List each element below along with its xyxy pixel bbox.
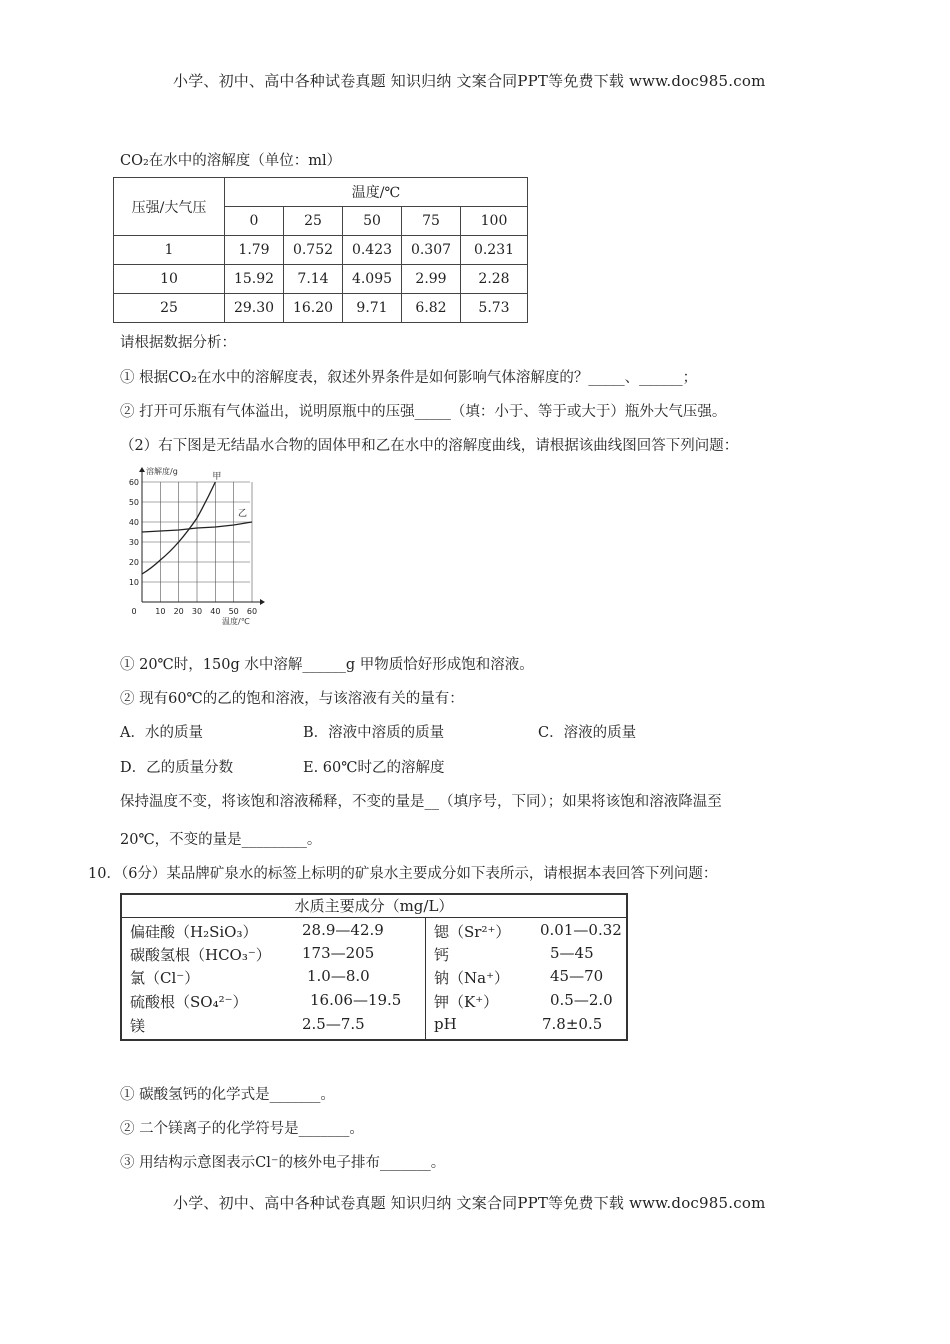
question-1-2: ② 打开可乐瓶有气体溢出，说明原瓶中的压强_____（填：小于、等于或大于）瓶外大气压强。 <box>120 404 727 420</box>
y-tick-label: 30 <box>128 538 139 547</box>
y-tick-label: 50 <box>128 498 139 507</box>
value-cell: 4.095 <box>343 265 402 294</box>
value-cell: 2.28 <box>461 265 528 294</box>
row-header-cell: 压强/大气压 <box>114 178 225 236</box>
x-tick-label: 30 <box>191 607 203 616</box>
page-footer: 小学、初中、高中各种试卷真题 知识归纳 文案合同PPT等免费下载 www.doc985.com <box>173 1194 766 1212</box>
value-cell: 6.82 <box>402 294 461 323</box>
left-item-value: 2.5—7.5 <box>302 1015 365 1033</box>
page-header: 小学、初中、高中各种试卷真题 知识归纳 文案合同PPT等免费下载 www.doc985.com <box>173 72 766 90</box>
right-item-name: 钠（Na⁺） <box>434 969 509 987</box>
value-cell: 2.99 <box>402 265 461 294</box>
question-2-1: ① 20℃时，150g 水中溶解______g 甲物质恰好形成饱和溶液。 <box>120 657 534 673</box>
question-2-2: ② 现有60℃的乙的饱和溶液，与该溶液有关的量有： <box>120 691 464 707</box>
mineral-table-title: 水质主要成分（mg/L） <box>122 895 626 918</box>
solubility-curve-chart <box>122 462 272 632</box>
value-cell: 5.73 <box>461 294 528 323</box>
y-tick-label: 20 <box>128 558 139 567</box>
left-item-name: 镁 <box>130 1017 146 1035</box>
x-tick-label: 0 <box>131 607 137 616</box>
x-tick-label: 60 <box>246 607 258 616</box>
x-axis-arrow <box>260 599 265 605</box>
x-axis-label: 温度/℃ <box>222 617 250 626</box>
right-item-name: 钾（K⁺） <box>434 993 499 1011</box>
value-cell: 0.307 <box>402 236 461 265</box>
right-item-value: 5—45 <box>550 944 594 962</box>
analyze-prompt: 请根据数据分析： <box>120 335 236 351</box>
left-item-name: 偏硅酸（H₂SiO₃） <box>130 923 258 941</box>
right-item-name: pH <box>434 1015 457 1033</box>
left-item-value: 16.06—19.5 <box>310 991 402 1009</box>
y-axis-arrow <box>139 467 145 472</box>
y-tick-label: 40 <box>128 518 139 527</box>
value-cell: 1.79 <box>225 236 284 265</box>
left-item-name: 碳酸氢根（HCO₃⁻） <box>130 946 271 964</box>
question-1-1: ① 根据CO₂在水中的溶解度表，叙述外界条件是如何影响气体溶解度的？_____、______； <box>120 370 698 386</box>
temp-header: 0 <box>225 207 284 236</box>
x-tick-label: 10 <box>155 607 166 616</box>
y-tick-label: 10 <box>128 578 139 587</box>
right-item-value: 45—70 <box>550 967 604 985</box>
option-a: A．水的质量 <box>120 725 203 741</box>
value-cell: 9.71 <box>343 294 402 323</box>
option-b: B．溶液中溶质的质量 <box>303 725 445 741</box>
value-cell: 0.231 <box>461 236 528 265</box>
left-item-name: 硫酸根（SO₄²⁻） <box>130 993 248 1011</box>
series-label: 乙 <box>238 509 248 519</box>
table-divider <box>425 917 426 1039</box>
question-2-3b: 20℃，不变的量是_________。 <box>120 832 322 848</box>
value-cell: 16.20 <box>284 294 343 323</box>
y-axis-label: 溶解度/g <box>146 467 178 476</box>
question-2-3a: 保持温度不变，将该饱和溶液稀释，不变的量是__（填序号，下同）；如果将该饱和溶液降温至 <box>120 794 722 810</box>
table-row <box>114 294 528 323</box>
question-10-3: ③ 用结构示意图表示Cl⁻的核外电子排布_______。 <box>120 1155 446 1171</box>
right-item-value: 7.8±0.5 <box>542 1015 603 1033</box>
x-tick-label: 50 <box>228 607 239 616</box>
option-e: E. 60℃时乙的溶解度 <box>303 760 445 776</box>
value-cell: 29.30 <box>225 294 284 323</box>
question-2-intro: （2）右下图是无结晶水合物的固体甲和乙在水中的溶解度曲线，请根据该曲线图回答下列问题： <box>120 438 739 454</box>
option-c: C．溶液的质量 <box>538 725 637 741</box>
x-tick-label: 40 <box>210 607 221 616</box>
table-row <box>114 236 528 265</box>
value-cell: 7.14 <box>284 265 343 294</box>
temp-header: 75 <box>402 207 461 236</box>
pressure-cell: 25 <box>114 294 225 323</box>
series-label: 甲 <box>212 472 222 482</box>
pressure-cell: 1 <box>114 236 225 265</box>
table-row <box>114 265 528 294</box>
value-cell: 15.92 <box>225 265 284 294</box>
left-item-value: 1.0—8.0 <box>307 967 370 985</box>
y-tick-label: 60 <box>128 478 139 487</box>
value-cell: 0.752 <box>284 236 343 265</box>
temp-header: 50 <box>343 207 402 236</box>
right-item-name: 锶（Sr²⁺） <box>434 923 511 941</box>
mineral-water-table <box>120 893 628 1041</box>
left-item-value: 28.9—42.9 <box>302 921 384 939</box>
temp-header: 25 <box>284 207 343 236</box>
pressure-cell: 10 <box>114 265 225 294</box>
temp-header: 100 <box>461 207 528 236</box>
question-10-2: ② 二个镁离子的化学符号是_______。 <box>120 1121 364 1137</box>
co2-table-caption: CO₂在水中的溶解度（单位：ml） <box>120 153 342 169</box>
co2-solubility-table <box>113 177 528 323</box>
left-item-value: 173—205 <box>302 944 375 962</box>
right-item-value: 0.01—0.32 <box>540 921 622 939</box>
right-item-name: 钙 <box>434 946 450 964</box>
right-item-value: 0.5—2.0 <box>550 991 613 1009</box>
value-cell: 0.423 <box>343 236 402 265</box>
x-tick-label: 20 <box>173 607 184 616</box>
option-d: D．乙的质量分数 <box>120 760 234 776</box>
question-10-1: ① 碳酸氢钙的化学式是_______。 <box>120 1087 335 1103</box>
left-item-name: 氯（Cl⁻） <box>130 969 200 987</box>
temp-group-header: 温度/℃ <box>225 178 528 207</box>
question-10: 10．（6分）某品牌矿泉水的标签上标明的矿泉水主要成分如下表所示，请根据本表回答下列问题： <box>88 866 718 882</box>
